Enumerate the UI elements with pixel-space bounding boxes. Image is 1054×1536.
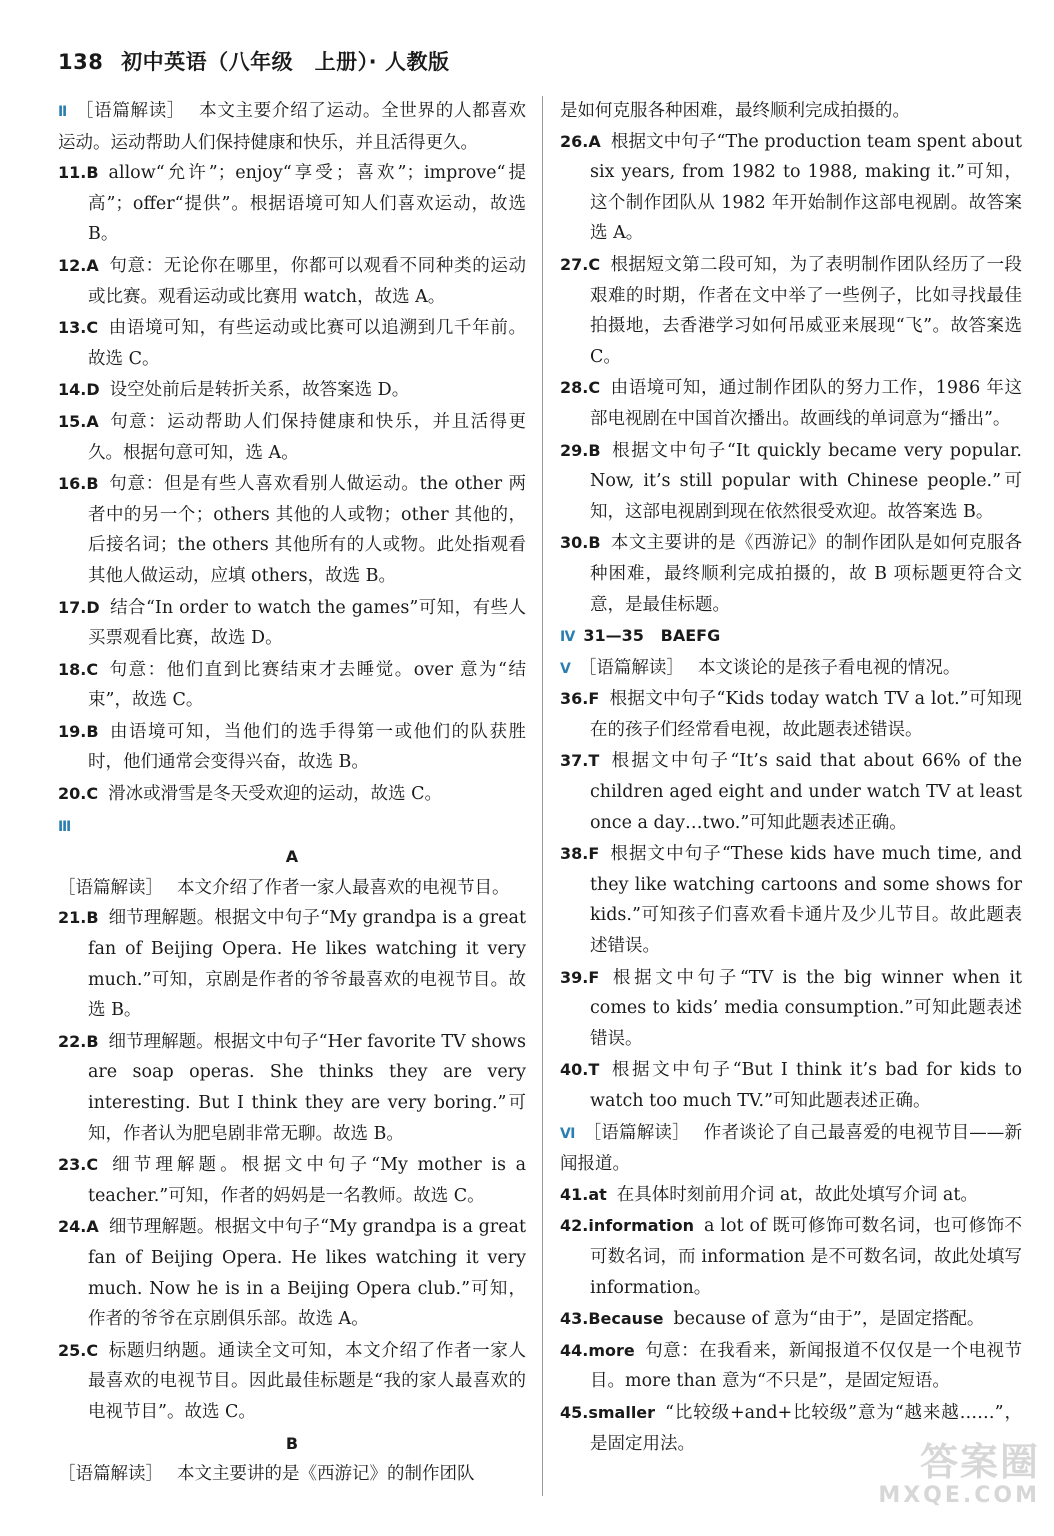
question-number: 43. [560,1309,589,1329]
answer-key: C [86,318,99,338]
question-number: 21. [58,908,87,928]
answer-key: Because [588,1309,664,1329]
question-number: 24. [58,1217,87,1237]
answer-key: A [86,411,99,431]
answer-key: B [588,440,601,460]
answer-key: D [86,597,100,617]
question-number: 29. [560,440,589,460]
question-number: 13. [58,318,87,338]
explanation-text: 设空处前后是转折关系，故答案选 D。 [109,380,410,401]
section-iv-answers [560,621,1022,653]
answer-item [560,963,1022,1055]
reading-text: 本文主要介绍了运动。全世界的人都喜欢运动。运动帮助人们保持健康和快乐，并且活得更久。 [58,101,526,153]
answer-key: A [86,1217,99,1237]
answer-item [58,1336,526,1428]
question-number: 14. [58,380,87,400]
question-number: 22. [58,1031,87,1051]
question-number: 17. [58,597,87,617]
answer-item [560,1180,1022,1211]
explanation-text: 由语境可知，有些运动或比赛可以追溯到几千年前。故选 C。 [88,318,526,369]
answer-item [560,436,1022,528]
explanation-text: 细节理解题。根据文中句子“My grandpa is a great fan of Beijing Opera. He likes watching it very much. Now he is in a Beijing Opera club.”可知，作者的爷爷在京剧俱乐部。故选 A。 [88,1217,526,1330]
question-number: 11. [58,163,87,183]
section-v-intro [560,653,1022,685]
reading-text: 本文主要讲的是《西游记》的制作团队 [177,1464,475,1485]
answer-item [58,158,526,250]
reading-label: ［语篇解读］ [75,101,186,121]
explanation-text: “比较级+and+比较级”意为“越来越……”，是固定用法。 [590,1402,1022,1454]
answer-item [58,251,526,312]
answer-item [58,593,526,654]
question-number: 27. [560,254,589,274]
question-number: 38. [560,844,589,864]
answer-key: B [86,908,99,928]
question-number: 15. [58,411,87,431]
answer-key: A [588,131,601,151]
answer-item [58,1150,526,1211]
explanation-text: 句意：在我看来，新闻报道不仅仅是一个电视节目。more than 意为“不只是”，是固定短语。 [590,1340,1022,1392]
answer-item [560,1055,1022,1116]
answer-item [58,407,526,468]
answer-item [560,746,1022,838]
answer-sequence: BAEFG [660,626,721,646]
explanation-text: 标题归纳题。通读全文可知，本文介绍了作者一家人最喜欢的电视节目。因此最佳标题是“我的家人最喜欢的电视节目”。故选 C。 [88,1340,526,1422]
book-title: 初中英语（八年级 上册）· 人教版 [121,50,450,74]
section-ii-intro [58,96,526,158]
explanation-text: 由语境可知，当他们的选手得第一或他们的队获胜时，他们通常会变得兴奋，故选 B。 [88,721,526,773]
answer-item [58,655,526,716]
reading-label: ［语篇解读］ [58,1464,163,1485]
section-marker: Ⅴ [560,660,571,677]
explanation-text: 根据文中句子“The production team spent about six years, from 1982 to 1988, making it.”可知，这个制作团队从 1982 年开始制作这部电视剧。故答案选 A。 [590,131,1022,244]
section-marker: Ⅳ [560,629,576,646]
answer-item [58,903,526,1025]
answer-key: B [86,163,99,183]
question-number: 28. [560,378,589,398]
answer-item [560,373,1022,434]
question-number: 44. [560,1340,589,1360]
answer-item [58,779,526,810]
question-number: 19. [58,721,87,741]
explanation-text: 句意：运动帮助人们保持健康和快乐，并且活得更久。根据句意可知，选 A。 [88,411,526,463]
section-iii-a-intro [58,873,526,904]
answer-key: C [86,784,99,804]
question-number: 41. [560,1184,589,1204]
answer-item [560,839,1022,961]
answer-key: more [588,1340,635,1360]
answer-item [58,375,526,406]
question-number: 18. [58,659,87,679]
question-number: 36. [560,689,589,709]
question-number: 20. [58,784,87,804]
column-divider [542,96,543,1496]
answer-list [58,158,526,809]
question-number: 37. [560,751,589,771]
section-iii-marker: Ⅲ [58,818,72,835]
explanation-text: 根据文中句子“These kids have much time, and they like watching cartoons and some shows for kids.”可知孩子们喜欢看卡通片及少儿节目。故此题表述错误。 [590,844,1022,957]
answer-item [58,1212,526,1334]
explanation-text: 根据文中句子“But I think it’s bad for kids to watch too much TV.”可知此题表述正确。 [590,1060,1022,1111]
answer-key: C [86,1340,99,1360]
answer-key: F [588,844,600,864]
page-number: 138 [58,50,104,74]
answer-item [58,469,526,591]
answer-item [560,1336,1022,1397]
explanation-text: 细节理解题。根据文中句子“My grandpa is a great fan of Beijing Opera. He likes watching it very much.”可知，京剧是作者的爷爷最喜欢的电视节目。故选 B。 [88,908,526,1021]
answer-list [560,1180,1022,1459]
answer-item [58,313,526,374]
question-number: 16. [58,474,87,494]
left-column [58,96,526,1490]
explanation-text: allow“允许”；enjoy“享受；喜欢”；improve“提高”；offer“提供”。根据语境可知人们喜欢运动，故选 B。 [88,163,526,245]
answer-key: B [86,721,99,741]
question-number: 26. [560,131,589,151]
subheading-b: B [285,1433,299,1453]
answer-key: B [86,1031,99,1051]
explanation-text: 细节理解题。根据文中句子“My mother is a teacher.”可知，作者的妈妈是一名教师。故选 C。 [88,1155,526,1206]
question-number: 23. [58,1155,87,1175]
reading-text: 本文介绍了作者一家人最喜欢的电视节目。 [177,877,510,898]
section-vi-intro [560,1118,1022,1180]
section-marker: Ⅱ [58,104,68,120]
section-marker: Ⅵ [560,1125,576,1142]
answer-item [560,1211,1022,1303]
answer-key: F [588,689,600,709]
explanation-text: 本文主要讲的是《西游记》的制作团队是如何克服各种困难，最终顺利完成拍摄的，故 B 项标题更符合文意，是最佳标题。 [590,533,1022,615]
answer-key: B [588,533,601,553]
answer-key: C [86,1155,99,1175]
answer-item [58,717,526,778]
explanation-text: 根据文中句子“Kids today watch TV a lot.”可知现在的孩子们经常看电视，故此题表述错误。 [590,689,1022,740]
answer-item [560,250,1022,372]
right-column [560,96,1022,1460]
answer-key: T [588,1060,600,1080]
question-range: 31—35 [583,626,644,646]
answer-key: F [588,967,600,987]
explanation-text: 句意：他们直到比赛结束才去睡觉。over 意为“结束”，故选 C。 [88,659,526,711]
explanation-text: 根据文中句子“It quickly became very popular. Now, it’s still popular with Chinese people.”可知，这部电视剧到现在依然很受欢迎。故答案选 B。 [590,440,1022,522]
question-number: 45. [560,1402,589,1422]
explanation-text: 根据短文第二段可知，为了表明制作团队经历了一段艰难的时期，作者在文中举了一些例子，比如寻找最佳拍摄地，去香港学习如何吊威亚来展现“飞”。故答案选 C。 [590,254,1022,367]
answer-key: D [86,380,100,400]
answer-item [560,127,1022,249]
answer-key: T [588,751,600,771]
answer-key: information [588,1216,695,1236]
explanation-text: 句意：无论你在哪里，你都可以观看不同种类的运动或比赛。观看运动或比赛用 watch，故选 A。 [88,255,526,307]
reading-label: ［语篇解读］ [578,657,684,678]
explanation-text: 滑冰或滑雪是冬天受欢迎的运动，故选 C。 [108,784,443,805]
reading-label: ［语篇解读］ [58,877,163,898]
subheading-a: A [285,847,299,867]
question-number: 12. [58,255,87,275]
answer-key: at [588,1184,607,1204]
explanation-text: 细节理解题。根据文中句子“Her favorite TV shows are soap operas. She thinks they are very interesting. But I think they are very boring.”可知，作者认为肥皂剧非常无聊。故选 B。 [88,1031,526,1144]
answer-item [560,684,1022,745]
answer-list [58,903,526,1427]
answer-key: A [86,255,99,275]
answer-key: B [86,474,99,494]
answer-key: smaller [588,1402,656,1422]
explanation-text: 句意：但是有些人喜欢看别人做运动。the other 两者中的另一个；others 其他的人或物；other 其他的，后接名词；the others 其他所有的人或物。此处指观看其他人做运动，应填 others，故选 B。 [88,474,526,586]
answer-item [560,528,1022,620]
reading-label: ［语篇解读］ [583,1122,690,1143]
explanation-text: because of 意为“由于”，是固定搭配。 [673,1309,985,1330]
explanation-text: 结合“In order to watch the games”可知，有些人买票观看比赛，故选 D。 [88,597,526,649]
reading-text: 本文谈论的是孩子看电视的情况。 [697,657,961,678]
watermark-logo: 答案圈 MXQE.COM [878,1440,1040,1508]
question-number: 42. [560,1216,589,1236]
explanation-text: 根据文中句子“TV is the big winner when it comes to kids’ media consumption.”可知此题表述错误。 [590,967,1022,1049]
answer-key: C [86,659,99,679]
question-number: 30. [560,533,589,553]
explanation-text: 根据文中句子“It’s said that about 66% of the children aged eight and under watch TV at least once a day…two.”可知此题表述正确。 [590,751,1022,833]
answer-key: C [588,254,601,274]
question-number: 40. [560,1060,589,1080]
answer-list [560,127,1022,621]
page-header [58,46,449,76]
explanation-text: a lot of 既可修饰可数名词，也可修饰不可数名词，而 information 是不可数名词，故此处填写 information。 [590,1216,1022,1298]
answer-item [58,1027,526,1149]
answer-item [560,1304,1022,1335]
section-iii-b-intro [58,1459,526,1490]
question-number: 25. [58,1340,87,1360]
continued-text: 是如何克服各种困难，最终顺利完成拍摄的。 [560,101,910,121]
reading-text: 作者谈论了自己最喜爱的电视节目——新闻报道。 [560,1122,1023,1175]
explanation-text: 在具体时刻前用介词 at，故此处填写介词 at。 [616,1184,978,1205]
answer-list [560,684,1022,1116]
explanation-text: 由语境可知，通过制作团队的努力工作，1986 年这部电视剧在中国首次播出。故画线的单词意为“播出”。 [590,378,1022,429]
answer-key: C [588,378,601,398]
question-number: 39. [560,967,589,987]
